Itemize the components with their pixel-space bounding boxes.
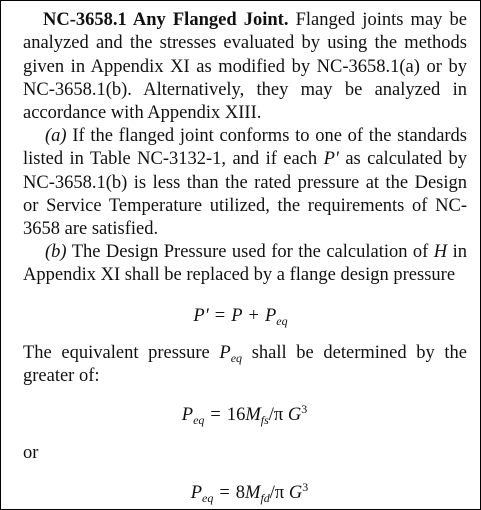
eq1-plus: + [248, 306, 259, 326]
eq2-lhs: P [181, 405, 194, 425]
intro-text: Flanged joints may be analyzed and the stresses evaluated by using the methods given in Appendix XI as modified by NC-3658.1(a) or by NC-3658.1(b). Alternatively, they may be analyzed in accordance with Appendix XIII. [23, 10, 467, 124]
eq3-moment-subscript: fd [260, 491, 270, 505]
equiv-text-2: shall be determined by the greater of: [23, 343, 467, 387]
eq2-equals: = [210, 405, 221, 425]
eq3-coefficient: 8 [235, 483, 246, 503]
item-b-variable: H [433, 242, 448, 262]
eq3-divide-pi: /π [269, 483, 289, 503]
intro-paragraph [23, 9, 467, 125]
equivalent-pressure-equation-fs [9, 404, 480, 427]
eq1-p: P [231, 306, 243, 326]
item-a-label: (a) [45, 126, 67, 146]
item-b-text-2: in Appendix XI shall be replaced by a flange design pressure [23, 242, 467, 286]
item-a-paragraph [23, 125, 467, 241]
eq1-peq-subscript: eq [276, 314, 288, 328]
eq3-g: G [288, 483, 303, 503]
eq3-equals: = [219, 483, 230, 503]
item-b-text-1: The Design Pressure used for the calculation of [71, 242, 434, 262]
section-heading: NC-3658.1 Any Flanged Joint. [43, 10, 289, 30]
eq3-lhs-subscript: eq [202, 491, 214, 505]
or-text: or [23, 443, 39, 463]
eq2-moment-subscript: fs [260, 413, 269, 427]
eq1-lhs: P′ [193, 306, 209, 326]
item-b-paragraph [23, 241, 467, 288]
eq2-g-superscript: 3 [301, 402, 308, 416]
equivalent-pressure-paragraph [23, 342, 467, 389]
eq1-peq: P [264, 306, 277, 326]
eq2-g: G [287, 405, 302, 425]
eq2-lhs-subscript: eq [193, 413, 205, 427]
equiv-text-1: The equivalent pressure [23, 343, 220, 363]
eq2-coefficient: 16 [226, 405, 246, 425]
eq2-moment: M [245, 405, 261, 425]
eq3-g-superscript: 3 [302, 480, 309, 494]
item-b-label: (b) [45, 242, 67, 262]
eq3-moment: M [245, 483, 261, 503]
flange-design-pressure-equation [1, 305, 480, 328]
equivalent-pressure-equation-fd [19, 482, 480, 505]
item-a-text-1: If the flanged joint conforms to one of the standards listed in Table NC-3132-1, and if each [23, 126, 468, 170]
item-a-variable: P′ [323, 149, 339, 170]
equiv-subscript: eq [230, 351, 243, 365]
eq2-divide-pi: /π [268, 405, 288, 425]
item-a-text-2: as calculated by NC-3658.1(b) is less than the rated pressure at the Design or Service Temperature utilized, the requirements of NC-3658 are satisfied. [23, 149, 468, 240]
eq1-equals: = [214, 306, 226, 326]
eq3-lhs: P [190, 483, 203, 503]
equiv-variable: P [219, 343, 231, 363]
